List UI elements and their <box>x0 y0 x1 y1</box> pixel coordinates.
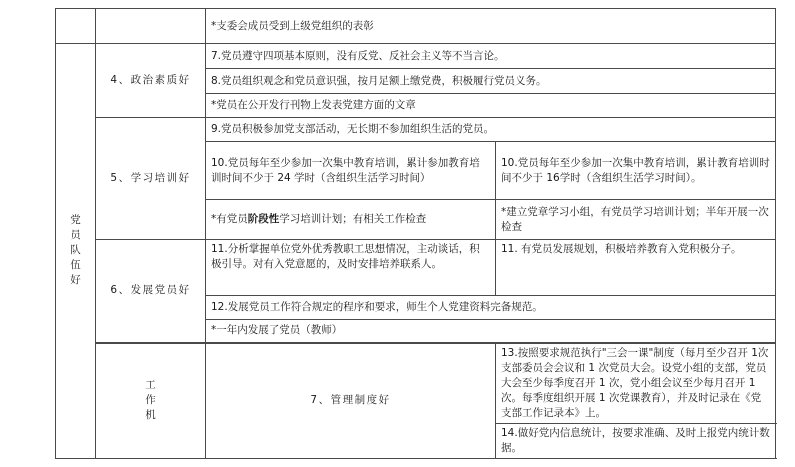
item-7: 7.党员遵守四项基本原则，没有反党、反社会主义等不当言论。 <box>206 44 776 69</box>
table-cell <box>56 9 96 44</box>
subcategory-management-system: 7、管理制度好 <box>206 343 496 459</box>
item-10-a: 10.党员每年至少参加一次集中教育培训，累计参加教育培训时间不少于 24 学时（含组织生活学习时间） <box>206 142 496 200</box>
table-row <box>56 118 776 142</box>
star-item-study-group: *建立党章学习小组，有党员学习培训计划；半年开展一次检查 <box>496 200 776 240</box>
star-item-commendation: *支委会成员受到上级党组织的表彰 <box>206 9 776 44</box>
item-11-a: 11.分析掌握单位党外优秀教职工思想情况，主动谈话，积极引导。对有入党意愿的，及时安排培养联系人。 <box>206 240 496 296</box>
plan-text-emphasis: 阶段性 <box>247 213 280 225</box>
category-char: 党 <box>70 214 81 227</box>
item-9: 9.党员积极参加党支部活动，无长期不参加组织生活的党员。 <box>206 118 776 142</box>
table-row <box>56 44 776 69</box>
item-8: 8.党员组织观念和党员意识强，按月足额上缴党费，积极履行党员义务。 <box>206 69 776 94</box>
item-12: 12.发展党员工作符合规定的程序和要求，师生个人党建资料完备规范。 <box>206 296 776 320</box>
subcategory-develop-members: 6、发展党员好 <box>96 240 206 343</box>
item-10-b: 10.党员每年至少参加一次集中教育培训，累计教育培训时间不少于 16学时（含组织生活学习时间）。 <box>496 142 776 200</box>
category-char: 伍 <box>70 259 81 272</box>
category-party-team <box>56 44 96 459</box>
table-row <box>56 343 776 424</box>
item-11-b: 11. 有党员发展规划，积极培养教育入党积极分子。 <box>496 240 776 296</box>
evaluation-table <box>55 8 776 459</box>
item-14: 14.做好党内信息统计，按要求准确、及时上报党内统计数据。 <box>496 423 776 458</box>
subcategory-political-quality: 4、政治素质好 <box>96 44 206 118</box>
category-char: 作 <box>145 394 156 406</box>
star-item-training-plan <box>206 200 496 240</box>
table-row <box>56 240 776 296</box>
item-13: 13.按照要求规范执行"三会一课"制度（每月至少召开 1次支部委员会会议和 1 次党员大会。设党小组的支部，党员大会至少每季度召开 1 次，党小组会议至少每月召开 1 次。每季度组织开展 1 次党课教育），并及时记录在《党支部工作记录本》上。 <box>496 343 776 424</box>
category-work-mechanism <box>96 343 206 459</box>
category-char: 机 <box>145 409 156 421</box>
category-char: 工 <box>145 379 156 391</box>
star-item-publication: *党员在公开发行刊物上发表党建方面的文章 <box>206 94 776 118</box>
table-cell <box>96 9 206 44</box>
category-char: 好 <box>70 274 81 287</box>
subcategory-study-training: 5、学习培训好 <box>96 118 206 240</box>
table-row <box>56 9 776 44</box>
star-item-developed: *一年内发展了党员（教师） <box>206 320 776 343</box>
plan-text-post: 学习培训计划；有相关工作检查 <box>279 213 427 225</box>
category-char: 队 <box>70 244 81 257</box>
category-char: 员 <box>70 229 81 242</box>
plan-text-pre: *有党员 <box>211 213 248 225</box>
